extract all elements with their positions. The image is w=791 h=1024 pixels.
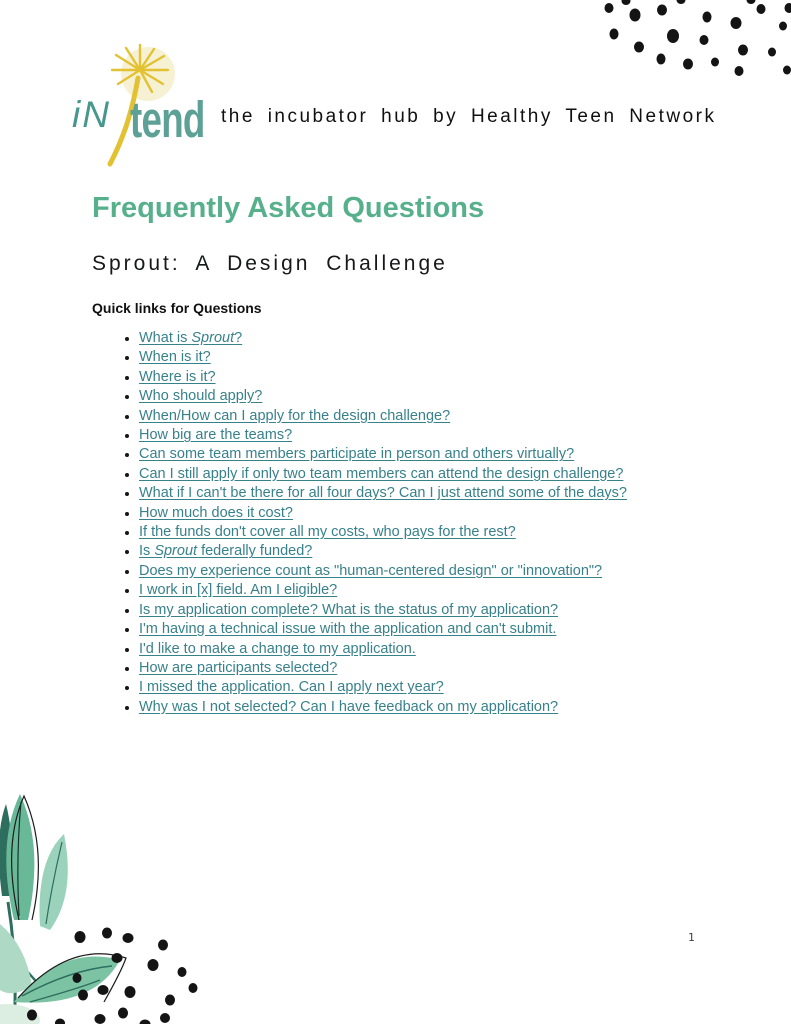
faq-list-item: [139, 368, 769, 387]
quick-links-label: Quick links for Questions: [92, 300, 262, 316]
faq-question-link[interactable]: I'd like to make a change to my application.: [139, 640, 416, 657]
faq-question-link[interactable]: How much does it cost?: [139, 504, 293, 521]
faq-list-item: [139, 620, 769, 639]
intend-logo: [70, 42, 220, 167]
faq-question-link[interactable]: What if I can't be there for all four days? Can I just attend some of the days?: [139, 485, 627, 502]
faq-question-link[interactable]: Why was I not selected? Can I have feedback on my application?: [139, 698, 559, 715]
section-title: Sprout: A Design Challenge: [92, 252, 448, 275]
faq-question-link[interactable]: What is Sprout?: [139, 330, 243, 346]
faq-list-item: [139, 678, 769, 697]
faq-list-item: [139, 329, 769, 348]
logo-word-in: iN: [72, 94, 111, 135]
faq-question-link[interactable]: How big are the teams?: [139, 427, 293, 444]
faq-list-item: [139, 484, 769, 503]
faq-list-item: [139, 445, 769, 464]
faq-question-link[interactable]: If the funds don't cover all my costs, who pays for the rest?: [139, 524, 516, 541]
faq-question-link[interactable]: I'm having a technical issue with the application and can't submit.: [139, 621, 557, 638]
faq-question-link[interactable]: Who should apply?: [139, 388, 263, 405]
faq-question-link[interactable]: Can some team members participate in person and others virtually?: [139, 446, 575, 463]
faq-list-item: [139, 601, 769, 620]
faq-list-item: [139, 562, 769, 581]
faq-list-item: [139, 581, 769, 600]
faq-question-link[interactable]: I missed the application. Can I apply next year?: [139, 679, 444, 696]
faq-question-link[interactable]: When/How can I apply for the design challenge?: [139, 407, 451, 424]
faq-list-item: [139, 504, 769, 523]
faq-question-link[interactable]: Does my experience count as "human-centered design" or "innovation"?: [139, 562, 603, 579]
faq-list-item: [139, 387, 769, 406]
faq-list-item: [139, 640, 769, 659]
faq-list-item: [139, 542, 769, 561]
leaves-icon: [0, 774, 250, 1024]
faq-list-item: [139, 426, 769, 445]
faq-list-item: [139, 465, 769, 484]
faq-question-link[interactable]: Where is it?: [139, 368, 216, 385]
logo-word-tend: tend: [130, 91, 205, 148]
faq-list-item: [139, 348, 769, 367]
faq-question-link[interactable]: I work in [x] field. Am I eligible?: [139, 582, 338, 599]
faq-question-link[interactable]: Is my application complete? What is the status of my application?: [139, 601, 559, 618]
page-number: 1: [688, 931, 695, 944]
faq-list-item: [139, 698, 769, 717]
faq-list-item: [139, 523, 769, 542]
faq-list-item: [139, 407, 769, 426]
polka-dots-icon: [591, 0, 791, 115]
faq-question-link[interactable]: How are participants selected?: [139, 659, 338, 676]
faq-list-item: [139, 659, 769, 678]
faq-list: [92, 329, 769, 717]
faq-question-link[interactable]: Is Sprout federally funded?: [139, 543, 313, 560]
page-title: Frequently Asked Questions: [92, 192, 485, 224]
faq-question-link[interactable]: Can I still apply if only two team members can attend the design challenge?: [139, 465, 624, 482]
logo-tagline: the incubator hub by Healthy Teen Network: [221, 106, 717, 127]
faq-question-link[interactable]: When is it?: [139, 349, 211, 366]
